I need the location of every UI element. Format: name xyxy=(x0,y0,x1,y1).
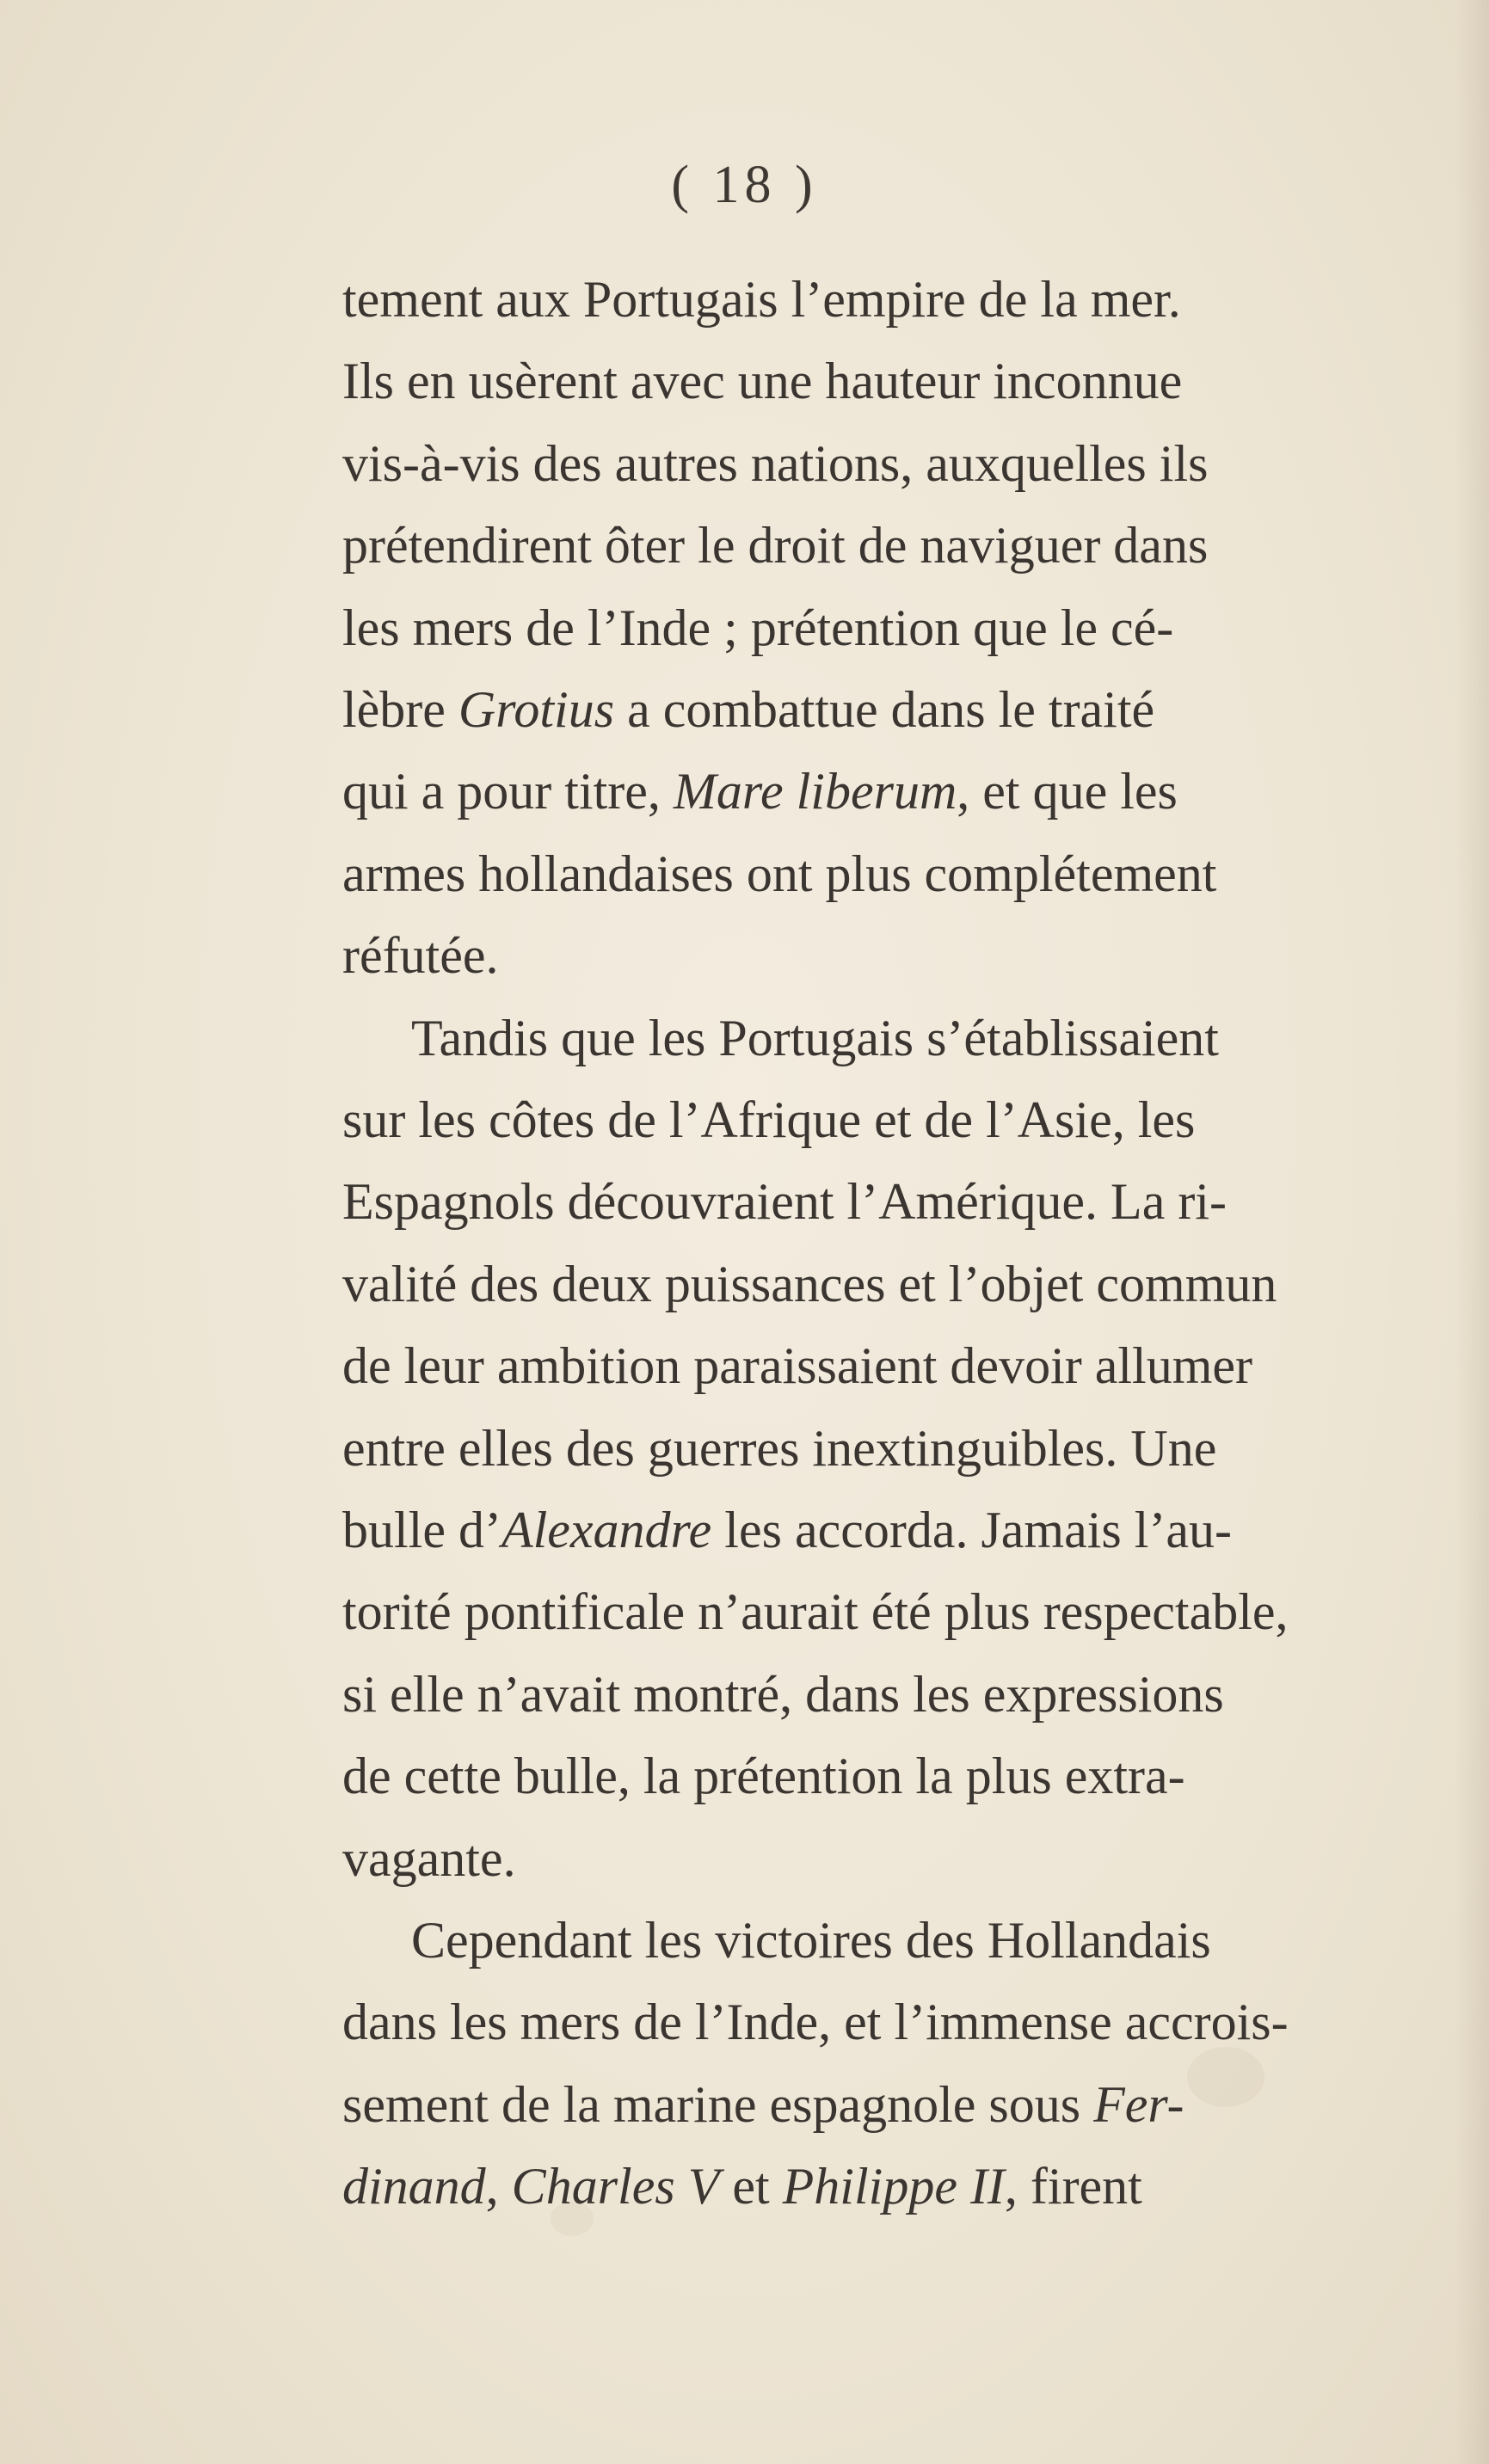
italic-text: Alexandre xyxy=(501,1502,712,1558)
text-segment: vagante. xyxy=(342,1829,516,1887)
text-line xyxy=(342,927,1461,985)
text-segment: , firent xyxy=(1004,2158,1142,2215)
text-line xyxy=(342,2158,1461,2215)
text-segment: sement de la marine espagnole sous xyxy=(342,2075,1094,2133)
text-line xyxy=(342,1665,1461,1723)
text-segment: bulle d’ xyxy=(342,1502,501,1558)
text-segment: réfutée. xyxy=(342,927,499,985)
text-segment: armes hollandaises ont plus complétement xyxy=(342,845,1217,902)
text-line xyxy=(342,271,1461,328)
italic-text: Mare liberum xyxy=(673,763,957,820)
text-segment: dans les mers de l’Inde, et l’immense accrois- xyxy=(342,1994,1289,2051)
text-line xyxy=(342,845,1461,902)
text-segment: les accorda. Jamais l’au- xyxy=(711,1502,1233,1558)
text-line xyxy=(411,1009,1489,1066)
italic-text: Fer- xyxy=(1093,2075,1184,2133)
text-segment: , et que les xyxy=(957,763,1178,820)
text-segment: prétendirent ôter le droit de naviguer dans xyxy=(342,517,1209,575)
text-segment: les mers de l’Inde ; prétention que le cé- xyxy=(342,599,1174,656)
text-segment: Ils en usèrent avec une hauteur inconnue xyxy=(342,353,1183,410)
text-segment: de leur ambition paraissaient devoir allumer xyxy=(342,1337,1252,1395)
italic-text: Charles V xyxy=(511,2158,720,2215)
text-line xyxy=(342,1583,1461,1641)
text-line xyxy=(342,1419,1461,1477)
text-line xyxy=(342,517,1461,575)
text-segment: , xyxy=(485,2158,512,2215)
text-segment: vis-à-vis des autres nations, auxquelles ils xyxy=(342,434,1209,492)
page-number: ( 18 ) xyxy=(671,156,818,214)
text-segment: Espagnols découvraient l’Amérique. La ri- xyxy=(342,1173,1227,1231)
text-line xyxy=(342,1748,1461,1805)
text-segment: entre elles des guerres inextinguibles. Une xyxy=(342,1419,1217,1477)
italic-text: Grotius xyxy=(458,681,615,738)
text-line xyxy=(342,1829,1461,1887)
text-line xyxy=(342,599,1461,656)
text-segment: sur les côtes de l’Afrique et de l’Asie, les xyxy=(342,1091,1196,1148)
text-segment: torité pontificale n’aurait été plus respectable, xyxy=(342,1583,1289,1641)
text-line xyxy=(342,1337,1461,1395)
text-segment: et xyxy=(719,2158,783,2215)
text-line xyxy=(342,681,1461,738)
text-line xyxy=(342,763,1461,820)
text-line xyxy=(342,1091,1461,1148)
text-segment: qui a pour titre, xyxy=(342,763,674,820)
text-segment: Cependant les victoires des Hollandais xyxy=(411,1912,1211,1969)
text-line xyxy=(411,1912,1489,1969)
text-line xyxy=(342,434,1461,492)
text-segment: Tandis que les Portugais s’établissaient xyxy=(411,1009,1219,1066)
italic-text: Philippe II xyxy=(782,2158,1005,2215)
text-segment: de cette bulle, la prétention la plus extra- xyxy=(342,1748,1185,1805)
italic-text: dinand xyxy=(342,2158,486,2215)
text-segment: valité des deux puissances et l’objet commun xyxy=(342,1255,1277,1312)
text-line xyxy=(342,2075,1461,2133)
text-line xyxy=(342,353,1461,410)
text-line xyxy=(342,1994,1461,2051)
text-line xyxy=(342,1173,1461,1231)
text-line xyxy=(342,1255,1461,1312)
text-segment: lèbre xyxy=(342,681,458,738)
text-segment: si elle n’avait montré, dans les expressions xyxy=(342,1665,1224,1723)
text-segment: a combattue dans le traité xyxy=(614,681,1155,738)
text-segment: tement aux Portugais l’empire de la mer. xyxy=(342,271,1181,328)
text-line xyxy=(342,1504,1461,1556)
